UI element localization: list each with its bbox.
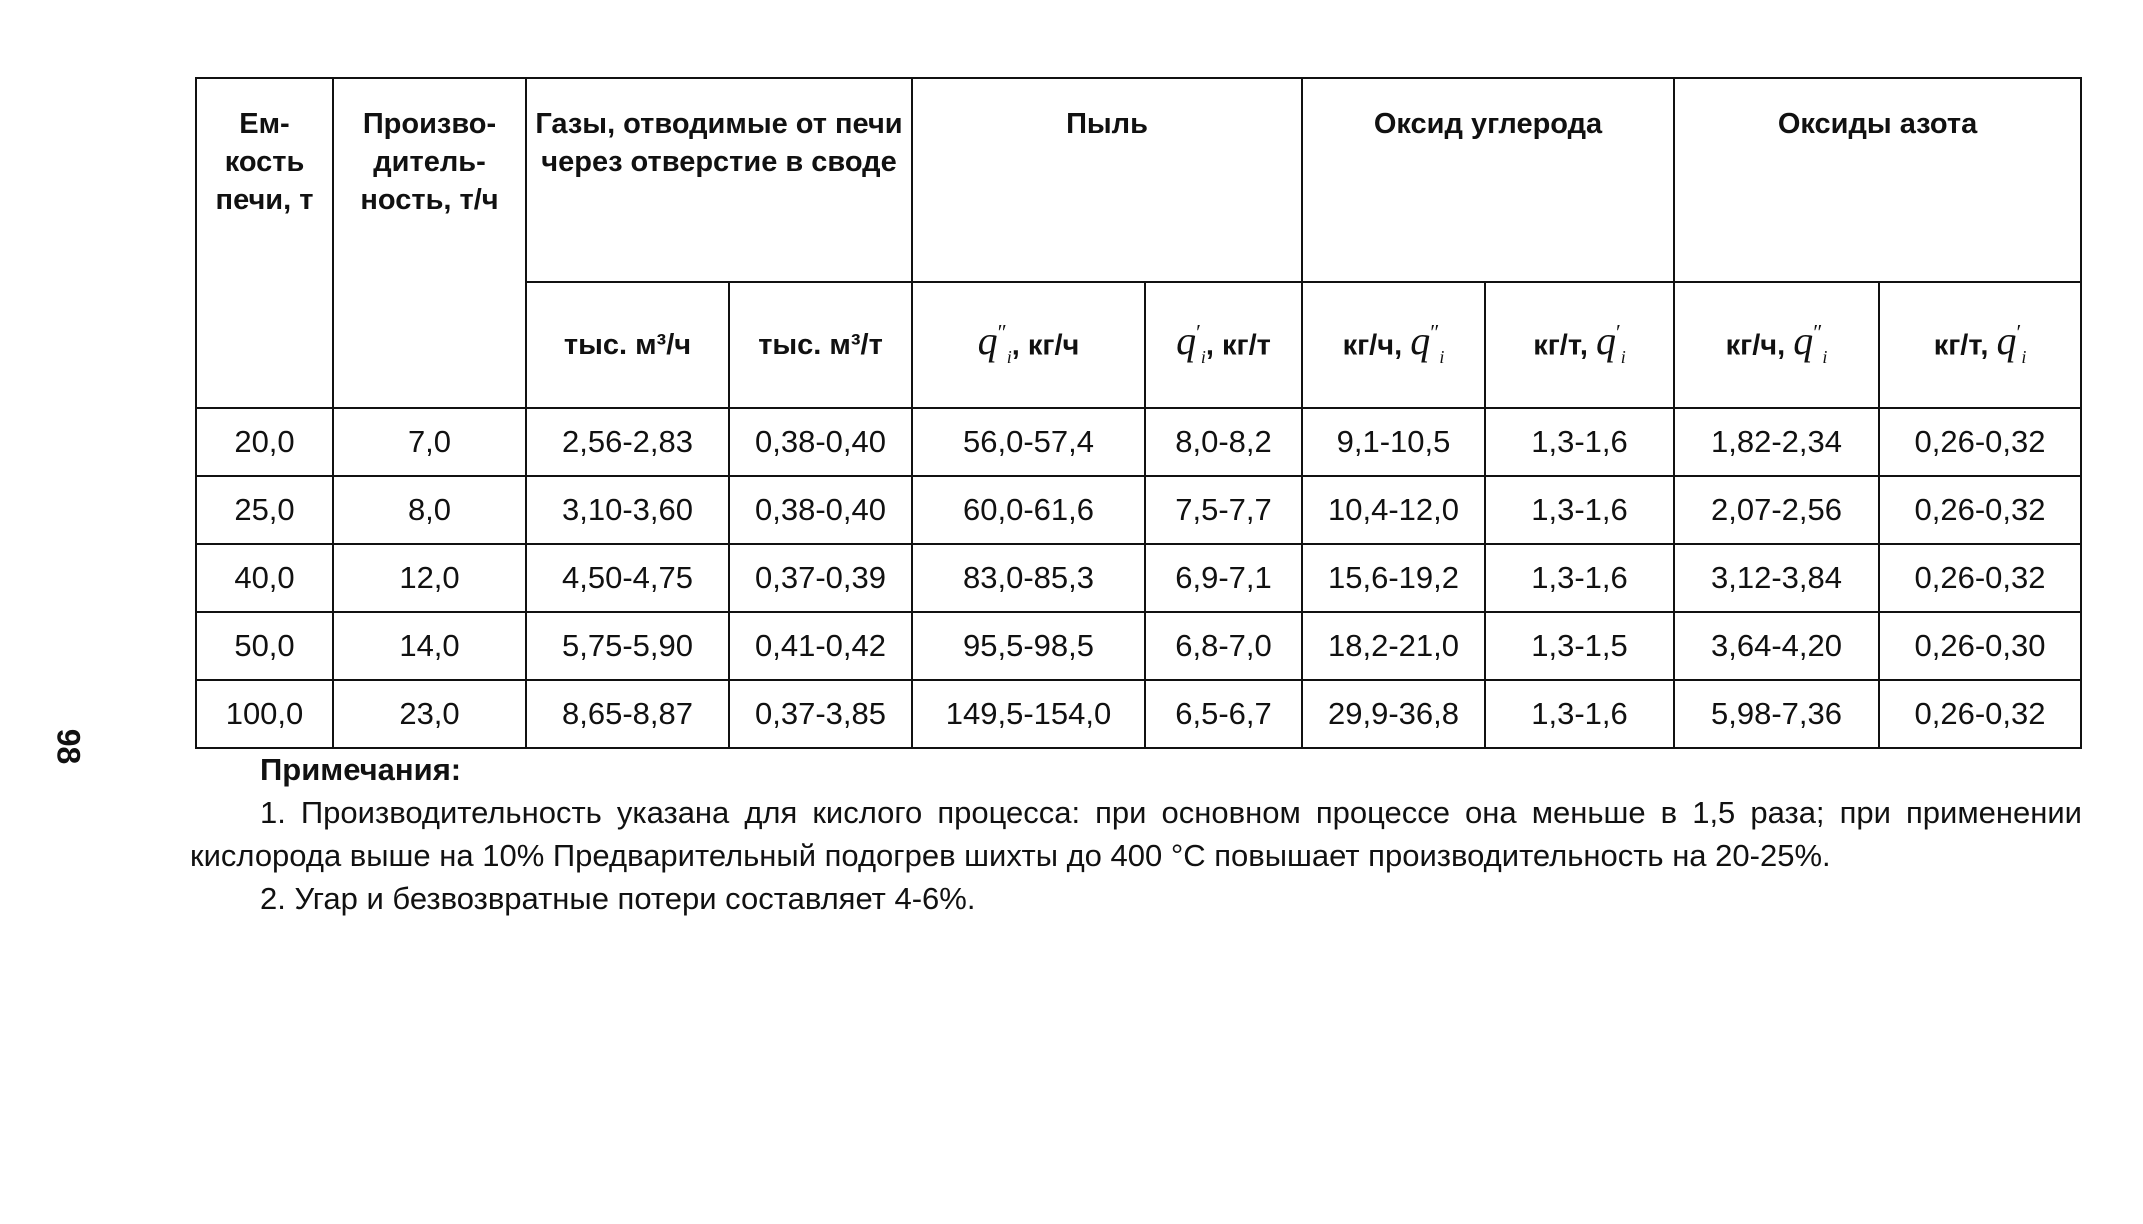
header-nox-per-hour — [1674, 282, 1879, 408]
q-double-prime-symbol: $q''_i$ — [977, 318, 1012, 368]
co-per-hour-unit: кг/ч, — [1342, 329, 1411, 362]
notes-section — [190, 748, 2082, 920]
table-cell: 0,26-0,32 — [1879, 408, 2081, 476]
table-cell: 0,41-0,42 — [729, 612, 912, 680]
table-cell: 0,26-0,32 — [1879, 476, 2081, 544]
header-dust-per-ton — [1145, 282, 1302, 408]
dust-per-hour-unit: , кг/ч — [1011, 329, 1080, 362]
table-cell: 100,0 — [196, 680, 333, 748]
page-number: 98 — [50, 728, 87, 765]
table-cell: 29,9-36,8 — [1302, 680, 1485, 748]
header-productivity: Произво-дитель-ность, т/ч — [333, 78, 526, 408]
table-cell: 50,0 — [196, 612, 333, 680]
table-row — [196, 612, 2081, 680]
header-gases-per-hour: тыс. м³/ч — [526, 282, 729, 408]
table-cell: 0,26-0,32 — [1879, 680, 2081, 748]
header-carbon-oxide: Оксид углерода — [1302, 78, 1674, 282]
table-cell: 1,3-1,5 — [1485, 612, 1674, 680]
table-row — [196, 680, 2081, 748]
header-nox-per-ton — [1879, 282, 2081, 408]
table-cell: 3,64-4,20 — [1674, 612, 1879, 680]
nox-per-hour-unit: кг/ч, — [1725, 329, 1794, 362]
table-cell: 3,12-3,84 — [1674, 544, 1879, 612]
table-cell: 2,56-2,83 — [526, 408, 729, 476]
table-body — [196, 408, 2081, 748]
table-cell: 40,0 — [196, 544, 333, 612]
table-cell: 1,3-1,6 — [1485, 408, 1674, 476]
table-cell: 1,82-2,34 — [1674, 408, 1879, 476]
q-double-prime-symbol: $q''_i$ — [1793, 318, 1828, 368]
table-cell: 23,0 — [333, 680, 526, 748]
table-cell: 7,0 — [333, 408, 526, 476]
table-cell: 149,5-154,0 — [912, 680, 1145, 748]
header-dust: Пыль — [912, 78, 1302, 282]
table-cell: 25,0 — [196, 476, 333, 544]
table-cell: 2,07-2,56 — [1674, 476, 1879, 544]
table-cell: 0,38-0,40 — [729, 476, 912, 544]
note-item-1: 1. Производительность указана для кислого процесса: при основном процессе она меньше в 1,5 раза; при применении кислорода выше на 10% Предварительный подогрев шихты до 400 °С повышает производительность на 20-25%. — [190, 795, 2082, 873]
table-cell: 5,98-7,36 — [1674, 680, 1879, 748]
header-row-top — [196, 78, 2081, 282]
emissions-table — [195, 77, 2082, 749]
table-cell: 3,10-3,60 — [526, 476, 729, 544]
dust-per-ton-unit: , кг/т — [1205, 329, 1271, 362]
table-cell: 1,3-1,6 — [1485, 680, 1674, 748]
table-cell: 4,50-4,75 — [526, 544, 729, 612]
table-cell: 56,0-57,4 — [912, 408, 1145, 476]
header-dust-per-hour — [912, 282, 1145, 408]
table-cell: 0,38-0,40 — [729, 408, 912, 476]
co-per-ton-unit: кг/т, — [1533, 329, 1596, 362]
table-cell: 8,65-8,87 — [526, 680, 729, 748]
table-cell: 6,9-7,1 — [1145, 544, 1302, 612]
header-gases-per-ton: тыс. м³/т — [729, 282, 912, 408]
header-gases: Газы, отводимые от печи через отверстие в своде — [526, 78, 912, 282]
notes-title: Примечания: — [260, 752, 462, 787]
table-cell: 1,3-1,6 — [1485, 476, 1674, 544]
header-co-per-ton — [1485, 282, 1674, 408]
table-cell: 95,5-98,5 — [912, 612, 1145, 680]
table-row — [196, 544, 2081, 612]
q-single-prime-symbol: $q'_i$ — [1595, 318, 1626, 368]
q-double-prime-symbol: $q''_i$ — [1410, 318, 1445, 368]
table-cell: 1,3-1,6 — [1485, 544, 1674, 612]
table-cell: 15,6-19,2 — [1302, 544, 1485, 612]
table-cell: 18,2-21,0 — [1302, 612, 1485, 680]
table-cell: 12,0 — [333, 544, 526, 612]
table-cell: 9,1-10,5 — [1302, 408, 1485, 476]
table-cell: 6,5-6,7 — [1145, 680, 1302, 748]
table-cell: 20,0 — [196, 408, 333, 476]
table-cell: 10,4-12,0 — [1302, 476, 1485, 544]
nox-per-ton-unit: кг/т, — [1933, 329, 1997, 362]
table-cell: 0,26-0,30 — [1879, 612, 2081, 680]
table-cell: 7,5-7,7 — [1145, 476, 1302, 544]
table-cell: 6,8-7,0 — [1145, 612, 1302, 680]
table-cell: 83,0-85,3 — [912, 544, 1145, 612]
table-row — [196, 408, 2081, 476]
table-cell: 0,37-0,39 — [729, 544, 912, 612]
table-cell: 0,37-3,85 — [729, 680, 912, 748]
header-nitrogen-oxides: Оксиды азота — [1674, 78, 2081, 282]
q-single-prime-symbol: $q'_i$ — [1176, 318, 1206, 368]
table-cell: 0,26-0,32 — [1879, 544, 2081, 612]
table-cell: 5,75-5,90 — [526, 612, 729, 680]
header-capacity: Ем-кость печи, т — [196, 78, 333, 408]
table-cell: 8,0 — [333, 476, 526, 544]
header-co-per-hour — [1302, 282, 1485, 408]
table-cell: 14,0 — [333, 612, 526, 680]
table-cell: 8,0-8,2 — [1145, 408, 1302, 476]
table-row — [196, 476, 2081, 544]
q-single-prime-symbol: $q'_i$ — [1996, 318, 2027, 368]
note-item-2: 2. Угар и безвозвратные потери составляет 4-6%. — [260, 881, 976, 916]
table-cell: 60,0-61,6 — [912, 476, 1145, 544]
